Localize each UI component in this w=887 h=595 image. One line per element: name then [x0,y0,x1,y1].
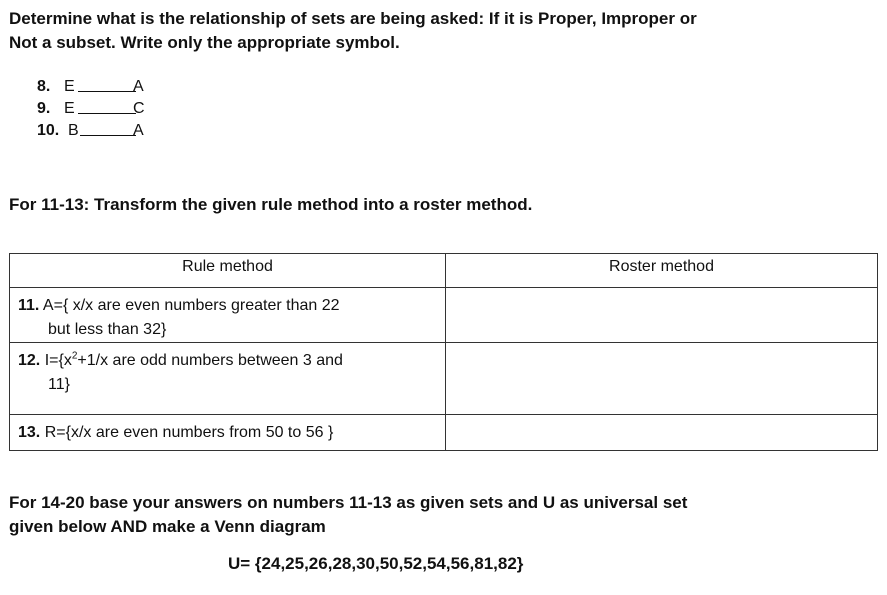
rule-roster-table [9,253,878,451]
item-left-set: E [64,100,75,117]
row-number: 12. [18,352,41,369]
rule-text-b: +1/x are odd numbers between 3 and [77,352,343,369]
header-roster-method: Roster method [446,254,878,288]
item-number: 10. [37,122,60,139]
instruction-line-1: Determine what is the relationship of sets are being asked: If it is Proper, Improper or [9,9,697,28]
table-row [10,288,878,343]
rule-cell-12 [10,343,446,415]
item-left-set: E [64,78,75,95]
answer-blank[interactable] [78,113,136,114]
universal-set: U= {24,25,26,28,30,50,52,54,56,81,82} [228,554,524,573]
item-number: 8. [37,78,51,95]
roster-cell-11[interactable] [446,288,878,343]
row-number: 11. [18,297,40,314]
item-number: 9. [37,100,51,117]
item-right-set: A [133,122,144,139]
rule-text-cont: 11} [48,376,70,393]
rule-text-a: I={x [44,352,72,369]
item-10 [37,120,144,142]
rule-text: A={ x/x are even numbers greater than 22 [42,297,340,314]
item-right-set: A [133,78,144,95]
section-2-instruction: For 11-13: Transform the given rule method into a roster method. [9,195,533,214]
superscript-2: 2 [71,350,78,362]
table-header-row [10,254,878,288]
table-row [10,415,878,451]
item-right-set: C [133,100,145,117]
table-row [10,343,878,415]
roster-cell-12[interactable] [446,343,878,415]
section-3-instruction-line-2: given below AND make a Venn diagram [9,517,326,536]
roster-cell-13[interactable] [446,415,878,451]
item-left-set: B [68,122,79,139]
instruction-line-2: Not a subset. Write only the appropriate symbol. [9,33,400,52]
rule-text-cont: but less than 32} [48,321,167,338]
item-8 [37,76,144,98]
answer-blank[interactable] [80,135,136,136]
subset-items [37,76,145,142]
row-number: 13. [18,424,41,441]
answer-blank[interactable] [78,91,136,92]
rule-cell-13 [10,415,446,451]
header-rule-method: Rule method [10,254,446,288]
section-3-instruction-line-1: For 14-20 base your answers on numbers 11-13 as given sets and U as universal set [9,493,688,512]
rule-cell-11 [10,288,446,343]
rule-text: R={x/x are even numbers from 50 to 56 } [44,424,334,441]
item-9 [37,98,145,120]
